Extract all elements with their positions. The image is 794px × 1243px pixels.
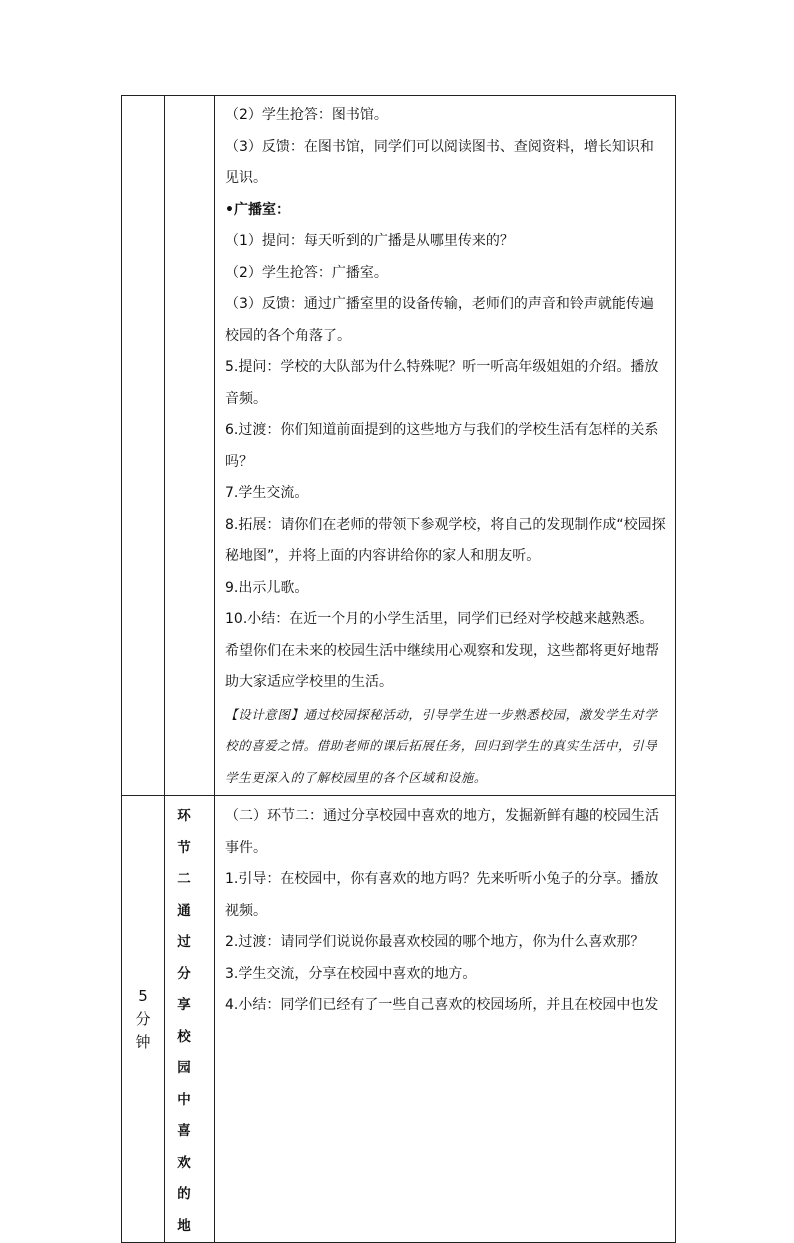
section-cell	[165, 796, 215, 1243]
content-line: 2.过渡：请同学们说说你最喜欢校园的哪个地方，你为什么喜欢那？	[225, 934, 645, 950]
duration-label: 5分钟	[135, 986, 151, 1051]
content-line: 4.小结：同学们已经有了一些自己喜欢的校园场所，并且在校园中也发	[225, 997, 659, 1013]
section-cell-empty	[165, 96, 215, 796]
content-line: （3）反馈：在图书馆，同学们可以阅读图书、查阅资料，增长知识和见识。	[225, 138, 654, 186]
content-cell	[215, 96, 676, 796]
content-line: 8.拓展：请你们在老师的带领下参观学校，将自己的发现制作成“校园探秘地图”，并将上面的内容讲给你的家人和朋友听。	[225, 516, 666, 564]
time-cell-empty	[122, 96, 165, 796]
content-line: （2）学生抢答：广播室。	[225, 264, 388, 281]
content-line: 1.引导：在校园中，你有喜欢的地方吗？先来听听小兔子的分享。播放视频。	[225, 871, 659, 919]
subheading-broadcast-room: •广播室：	[225, 201, 290, 218]
section-title: 环节二通过分享校园中喜欢的地	[177, 808, 202, 1234]
content-line: 5.提问：学校的大队部为什么特殊呢？听一听高年级姐姐的介绍。播放音频。	[225, 359, 659, 407]
content-cell	[215, 796, 676, 1243]
table-row	[122, 796, 676, 1243]
time-cell	[122, 796, 165, 1243]
design-intent-note: 【设计意图】通过校园探秘活动，引导学生进一步熟悉校园，激发学生对学校的喜爱之情。借助老师的课后拓展任务，回归到学生的真实生活中，引导学生更深入的了解校园里的各个区域和设施。	[225, 706, 658, 785]
lesson-plan-table	[121, 95, 676, 1243]
content-line: 3.学生交流，分享在校园中喜欢的地方。	[225, 965, 477, 982]
content-line: （1）提问：每天听到的广播是从哪里传来的？	[225, 233, 514, 249]
content-line: 6.过渡：你们知道前面提到的这些地方与我们的学校生活有怎样的关系吗？	[225, 422, 659, 470]
content-line: （二）环节二：通过分享校园中喜欢的地方，发掘新鲜有趣的校园生活事件。	[225, 808, 659, 856]
content-line: （3）反馈：通过广播室里的设备传输，老师们的声音和铃声就能传遍校园的各个角落了。	[225, 296, 654, 344]
table-row	[122, 96, 676, 796]
content-line: 10.小结：在近一个月的小学生活里，同学们已经对学校越来越熟悉。希望你们在未来的校园生活中继续用心观察和发现，这些都将更好地帮助大家适应学校里的生活。	[225, 611, 659, 690]
content-line: 7.学生交流。	[225, 485, 309, 501]
content-line: （2）学生抢答：图书馆。	[225, 107, 388, 123]
content-line: 9.出示儿歌。	[225, 579, 309, 596]
